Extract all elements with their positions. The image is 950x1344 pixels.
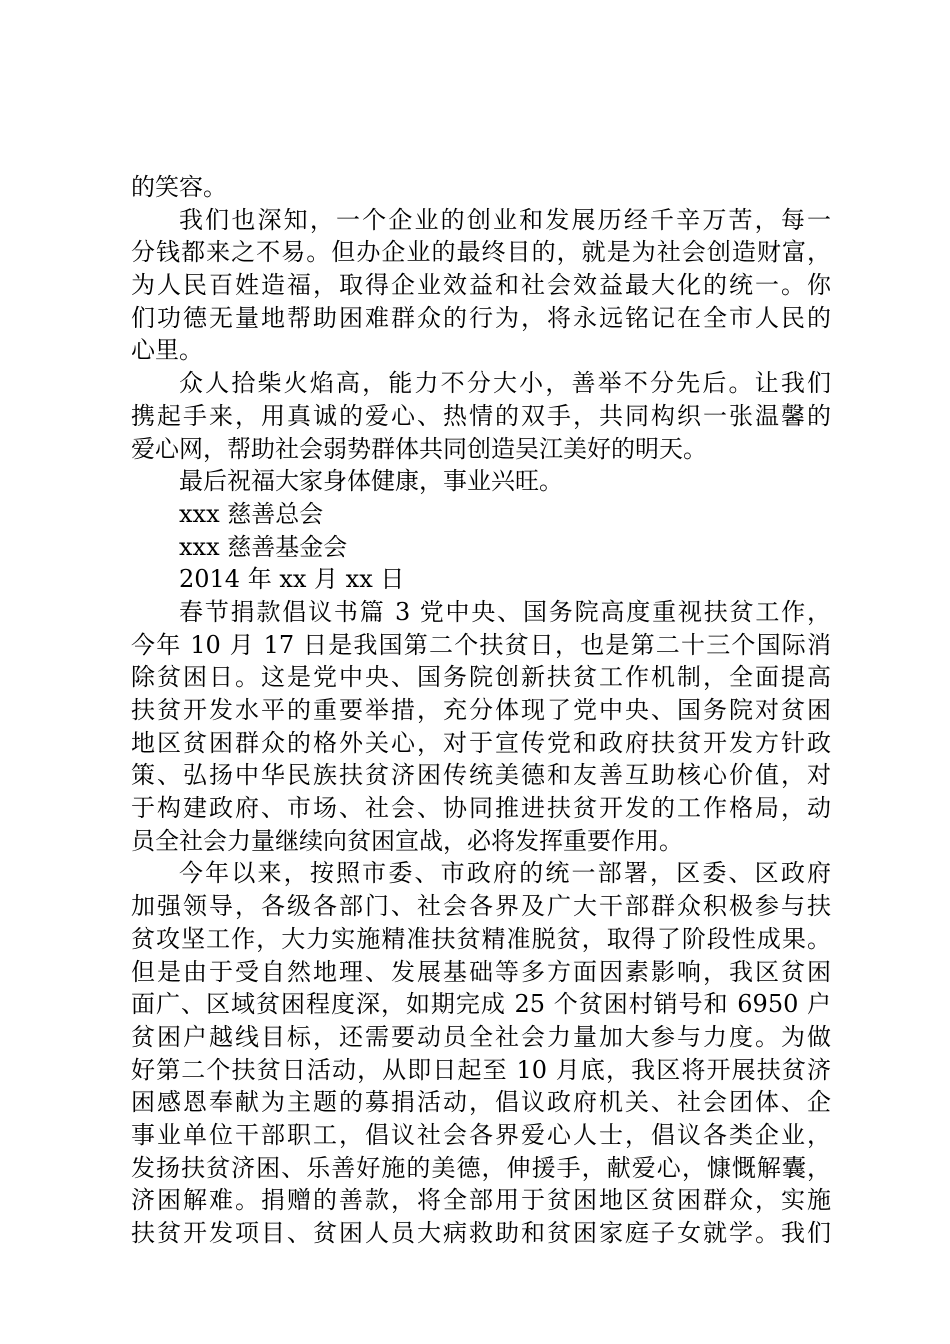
document-page <box>131 171 831 1250</box>
paragraph-first-line: 春节捐款倡议书篇 3 党中央、国务院高度重视扶贫工作， <box>179 597 831 626</box>
text-line: 扶贫开发水平的重要举措，充分体现了党中央、国务院对贫困 <box>131 696 831 724</box>
text-line: 济困解难。捐赠的善款，将全部用于贫困地区贫困群众，实施 <box>131 1186 831 1215</box>
text-line: 但是由于受自然地理、发展基础等多方面因素影响，我区贫困 <box>131 957 831 986</box>
text-line: 分钱都来之不易。但办企业的最终目的，就是为社会创造财富， <box>131 238 831 267</box>
text-line: 于构建政府、市场、社会、协同推进扶贫开发的工作格局，动 <box>131 794 831 823</box>
text-line: 员全社会力量继续向贫困宣战，必将发挥重要作用。 <box>131 826 683 855</box>
paragraph-first-line: 今年以来，按照市委、市政府的统一部署，区委、区政府 <box>179 859 831 888</box>
text-line: 地区贫困群众的格外关心，对于宣传党和政府扶贫开发方针政 <box>131 728 831 757</box>
paragraph-first-line: 我们也深知，一个企业的创业和发展历经千辛万苦，每一 <box>179 205 831 234</box>
text-line: 加强领导，各级各部门、社会各界及广大干部群众积极参与扶 <box>131 892 831 921</box>
text-line: 携起手来，用真诚的爱心、热情的双手，共同构织一张温馨的 <box>131 401 831 430</box>
text-line: 扶贫开发项目、贫困人员大病救助和贫困家庭子女就学。我们 <box>131 1219 831 1247</box>
text-line: 爱心网，帮助社会弱势群体共同创造吴江美好的明天。 <box>131 434 707 463</box>
text-line: 的笑容。 <box>131 173 227 201</box>
text-line: 发扬扶贫济困、乐善好施的美德，伸援手，献爱心，慷慨解囊， <box>131 1153 831 1182</box>
text-line: 今年 10 月 17 日是我国第二个扶贫日，也是第二十三个国际消 <box>131 630 831 659</box>
signature-org-1: xxx 慈善总会 <box>179 499 324 528</box>
text-line: 贫困户越线目标，还需要动员全社会力量加大参与力度。为做 <box>131 1022 831 1051</box>
text-line: 们功德无量地帮助困难群众的行为，将永远铭记在全市人民的 <box>131 303 831 332</box>
text-line: 贫攻坚工作，大力实施精准扶贫精准脱贫，取得了阶段性成果。 <box>131 924 831 953</box>
text-line: 为人民百姓造福，取得企业效益和社会效益最大化的统一。你 <box>131 271 831 300</box>
text-line: 策、弘扬中华民族扶贫济困传统美德和友善互助核心价值，对 <box>131 761 831 790</box>
text-line: 除贫困日。这是党中央、国务院创新扶贫工作机制，全面提高 <box>131 663 831 692</box>
closing-wish: 最后祝福大家身体健康，事业兴旺。 <box>179 467 563 496</box>
text-line: 事业单位干部职工，倡议社会各界爱心人士，倡议各类企业， <box>131 1120 831 1149</box>
text-line: 好第二个扶贫日活动，从即日起至 10 月底，我区将开展扶贫济 <box>131 1055 831 1084</box>
signature-date: 2014 年 xx 月 xx 日 <box>179 565 405 594</box>
text-line: 面广、区域贫困程度深，如期完成 25 个贫困村销号和 6950 户 <box>131 990 831 1019</box>
paragraph-first-line: 众人拾柴火焰高，能力不分大小，善举不分先后。让我们 <box>179 369 831 398</box>
text-line: 困感恩奉献为主题的募捐活动，倡议政府机关、社会团体、企 <box>131 1088 831 1117</box>
signature-org-2: xxx 慈善基金会 <box>179 532 348 561</box>
text-line: 心里。 <box>131 336 203 365</box>
